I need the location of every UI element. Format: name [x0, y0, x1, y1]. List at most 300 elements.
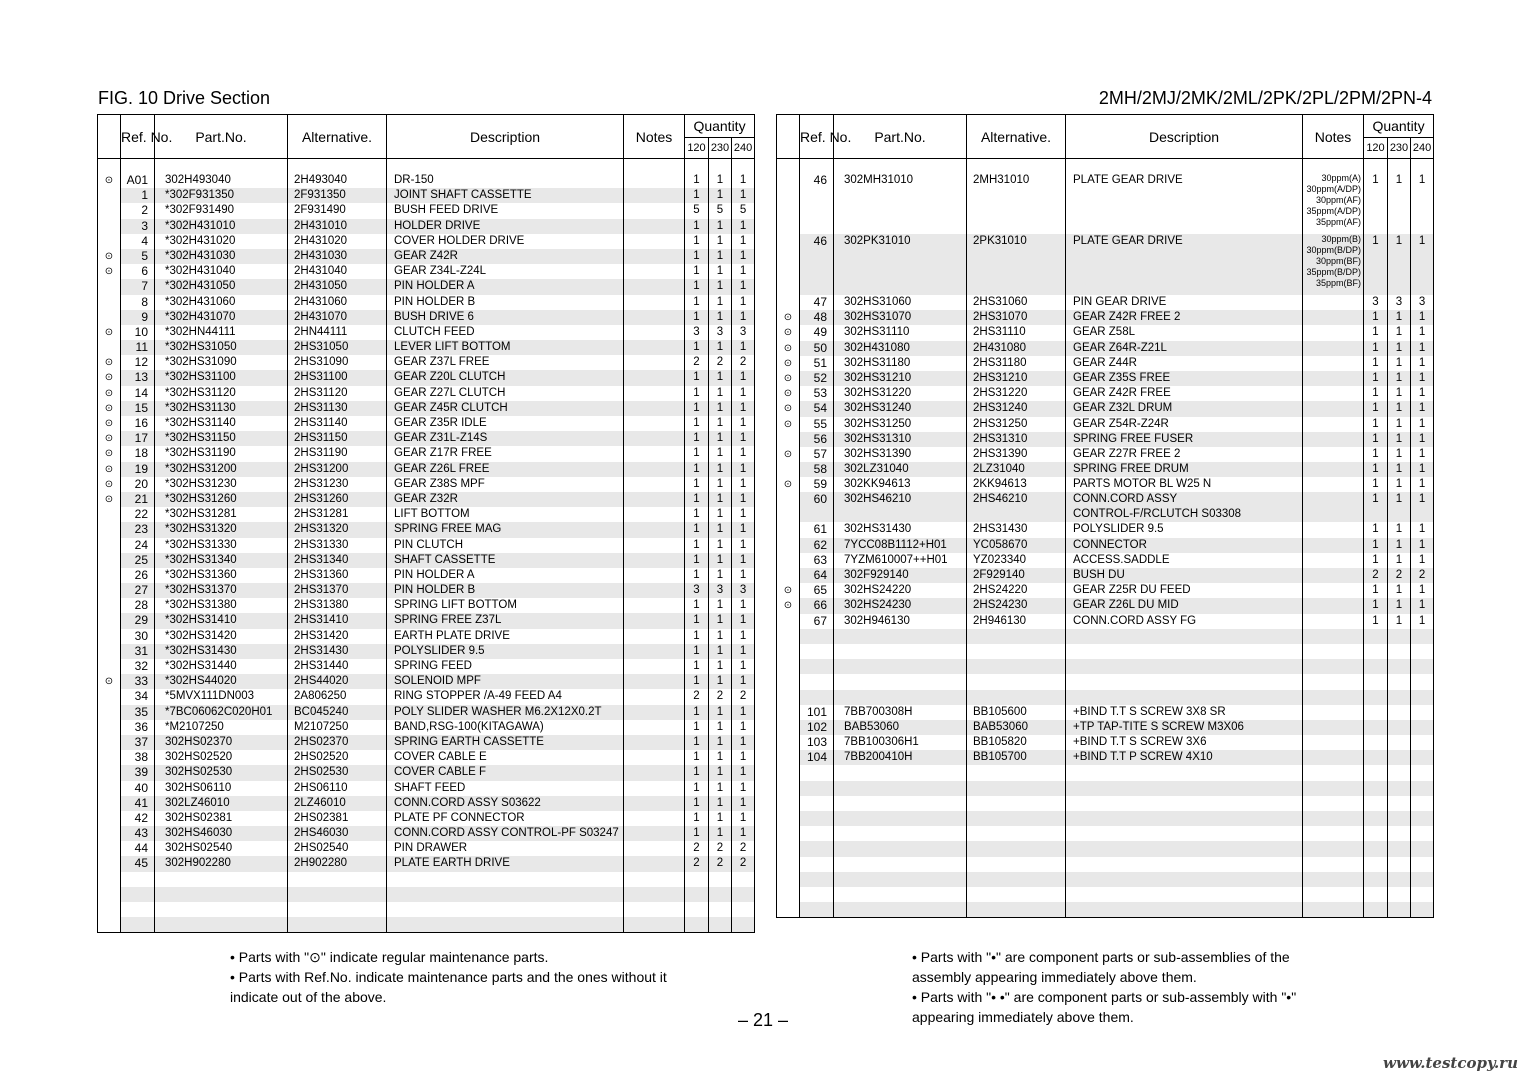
maintenance-icon: ⊙ — [783, 479, 793, 491]
alternative-cell: 2H431030 — [288, 249, 387, 264]
quantity-cell: 1 — [709, 173, 732, 188]
ref-no-cell: 30 — [121, 629, 155, 644]
ref-no-cell — [800, 644, 834, 659]
alternative-cell: 2HS31250 — [967, 417, 1066, 432]
empty-cell — [777, 857, 800, 872]
alternative-cell: M2107250 — [288, 720, 387, 735]
maintenance-icon — [98, 613, 121, 628]
spacer-cell — [98, 159, 121, 174]
quantity-cell: 1 — [732, 507, 755, 522]
part-no-cell: *302HS31281 — [155, 507, 288, 522]
ref-no-cell: 46 — [800, 234, 834, 289]
empty-cell — [1364, 811, 1388, 826]
quantity-cell: 1 — [709, 522, 732, 537]
description-cell: PIN GEAR DRIVE — [1066, 295, 1303, 310]
empty-row — [777, 841, 1434, 856]
notes-cell — [624, 553, 685, 568]
footnote-line: • Parts with Ref.No. indicate maintenance parts and the ones without it — [230, 969, 667, 985]
alternative-cell — [967, 674, 1066, 689]
description-cell: COVER HOLDER DRIVE — [387, 234, 624, 249]
notes-cell — [624, 705, 685, 720]
alternative-cell: 2A806250 — [288, 689, 387, 704]
ref-no-cell: 17 — [121, 431, 155, 446]
quantity-cell: 1 — [685, 477, 709, 492]
quantity-cell: 1 — [709, 234, 732, 249]
description-cell: GEAR Z32R — [387, 492, 624, 507]
description-cell: GEAR Z42R — [387, 249, 624, 264]
alternative-cell: 2HS31420 — [288, 629, 387, 644]
empty-row — [98, 887, 755, 902]
empty-cell — [1388, 796, 1411, 811]
alternative-cell: 2HS31140 — [288, 416, 387, 431]
empty-row — [777, 887, 1434, 902]
table-row — [777, 295, 1434, 310]
part-no-cell: 302HS46210 — [834, 492, 967, 522]
maintenance-icon — [98, 219, 121, 234]
ref-no-cell: 60 — [800, 492, 834, 522]
quantity-cell: 1 — [1411, 614, 1434, 629]
quantity-cell: 2 — [732, 856, 755, 871]
quantity-cell: 1 — [1364, 462, 1388, 477]
notes-cell — [1303, 735, 1364, 750]
empty-cell — [1388, 826, 1411, 841]
part-no-cell — [834, 644, 967, 659]
ref-no-cell: 38 — [121, 750, 155, 765]
quantity-cell: 3 — [709, 583, 732, 598]
table-row — [98, 629, 755, 644]
table-row — [777, 325, 1434, 340]
table-row — [777, 750, 1434, 765]
empty-cell — [967, 857, 1066, 872]
spacer-cell — [1303, 159, 1364, 174]
notes-cell — [624, 750, 685, 765]
footnotes-left — [230, 947, 667, 1007]
alternative-cell: 2HS31220 — [967, 386, 1066, 401]
quantity-cell: 1 — [1411, 583, 1434, 598]
notes-cell — [624, 538, 685, 553]
quantity-cell — [1364, 690, 1388, 705]
description-cell: GEAR Z58L — [1066, 325, 1303, 340]
alternative-cell: 2HS06110 — [288, 781, 387, 796]
empty-row — [777, 826, 1434, 841]
quantity-cell: 1 — [1388, 553, 1411, 568]
part-no-cell — [834, 690, 967, 705]
quantity-cell: 1 — [732, 462, 755, 477]
maintenance-icon — [98, 340, 121, 355]
table-row — [777, 341, 1434, 356]
ref-no-cell: 13 — [121, 370, 155, 385]
description-cell: SPRING FREE MAG — [387, 522, 624, 537]
quantity-cell: 1 — [1364, 492, 1388, 522]
empty-cell — [1388, 902, 1411, 918]
footnote-line: indicate out of the above. — [230, 989, 387, 1005]
notes-cell — [624, 249, 685, 264]
empty-cell — [1066, 765, 1303, 780]
empty-cell — [1411, 796, 1434, 811]
table-row — [777, 674, 1434, 689]
empty-cell — [709, 917, 732, 933]
quantity-cell: 1 — [685, 796, 709, 811]
figure-title: FIG. 10 Drive Section — [98, 88, 271, 108]
alternative-cell: YC058670 — [967, 538, 1066, 553]
alternative-cell: 2HS31390 — [967, 447, 1066, 462]
empty-cell — [834, 887, 967, 902]
description-cell: GEAR Z26L FREE — [387, 462, 624, 477]
quantity-cell: 1 — [709, 462, 732, 477]
notes-cell — [624, 811, 685, 826]
spacer-cell — [1388, 159, 1411, 174]
empty-cell — [288, 902, 387, 917]
table-row — [98, 370, 755, 385]
quantity-cell — [1411, 629, 1434, 644]
table-row — [98, 613, 755, 628]
table-row — [777, 386, 1434, 401]
quantity-cell: 1 — [709, 765, 732, 780]
empty-cell — [288, 917, 387, 933]
quantity-cell: 1 — [685, 568, 709, 583]
quantity-cell: 3 — [709, 325, 732, 340]
ref-no-cell: 34 — [121, 689, 155, 704]
notes-cell — [624, 522, 685, 537]
table-row — [98, 249, 755, 264]
part-no-cell: 302MH31010 — [834, 173, 967, 228]
quantity-cell: 1 — [1388, 401, 1411, 416]
quantity-cell: 1 — [709, 598, 732, 613]
note-line: 30ppm(AF) — [1315, 195, 1361, 205]
quantity-cell: 1 — [709, 750, 732, 765]
empty-cell — [1411, 781, 1434, 796]
ref-no-cell: 29 — [121, 613, 155, 628]
alternative-cell: 2HS31120 — [288, 386, 387, 401]
table-row — [98, 765, 755, 780]
description-line: CONN.CORD ASSY — [1073, 493, 1178, 506]
description-header: Description — [1066, 115, 1303, 159]
ref-no-cell: 42 — [121, 811, 155, 826]
table-row — [98, 659, 755, 674]
quantity-cell: 1 — [685, 750, 709, 765]
maintenance-icon — [98, 295, 121, 310]
ref-no-cell: 6 — [121, 264, 155, 279]
description-cell: PIN HOLDER B — [387, 583, 624, 598]
part-no-cell: *302HS31330 — [155, 538, 288, 553]
alternative-cell: 2HS02530 — [288, 765, 387, 780]
empty-cell — [1411, 902, 1434, 918]
quantity-cell: 1 — [685, 234, 709, 249]
description-cell: RING STOPPER /A-49 FEED A4 — [387, 689, 624, 704]
ref-no-cell: 4 — [121, 234, 155, 249]
part-no-cell: 302HS31060 — [834, 295, 967, 310]
maintenance-icon — [777, 522, 800, 537]
table-row — [777, 401, 1434, 416]
empty-cell — [777, 826, 800, 841]
part-no-cell: 302PK31010 — [834, 234, 967, 289]
quantity-cell: 1 — [732, 477, 755, 492]
part-no-cell: 7BB700308H — [834, 705, 967, 720]
empty-cell — [98, 872, 121, 887]
table-row — [777, 522, 1434, 537]
maintenance-icon — [98, 188, 121, 203]
quantity-cell: 1 — [732, 826, 755, 841]
empty-cell — [155, 917, 288, 933]
footnote-line: • Parts with "•" are component parts or sub-assemblies of the — [912, 949, 1290, 965]
quantity-cell: 1 — [1364, 341, 1388, 356]
empty-cell — [1364, 857, 1388, 872]
quantity-cell: 1 — [685, 629, 709, 644]
model-list: 2MH/2MJ/2MK/2ML/2PK/2PL/2PM/2PN-4 — [1098, 88, 1432, 108]
alternative-cell: 2H431080 — [967, 341, 1066, 356]
quantity-cell: 1 — [1388, 447, 1411, 462]
alternative-cell: 2HS31100 — [288, 370, 387, 385]
part-no-cell: 302HS31070 — [834, 310, 967, 325]
part-no-cell: 302LZ46010 — [155, 796, 288, 811]
part-no-cell: *302HS31200 — [155, 462, 288, 477]
table-row — [98, 796, 755, 811]
description-cell: PLATE EARTH DRIVE — [387, 856, 624, 871]
empty-row — [98, 902, 755, 917]
table-row — [98, 264, 755, 279]
quantity-cell — [1411, 720, 1434, 735]
quantity-cell: 1 — [709, 264, 732, 279]
part-no-cell: *302H431020 — [155, 234, 288, 249]
notes-cell — [1303, 522, 1364, 537]
description-cell: SPRING FREE Z37L — [387, 613, 624, 628]
table-row — [777, 462, 1434, 477]
description-cell: BUSH DU — [1066, 568, 1303, 583]
quantity-cell: 2 — [709, 689, 732, 704]
maintenance-icon: ⊙ — [777, 598, 800, 613]
quantity-cell: 3 — [685, 583, 709, 598]
quantity-cell — [1388, 644, 1411, 659]
footnotes-right — [912, 947, 1296, 1027]
description-header: Description — [387, 115, 624, 159]
empty-cell — [1066, 811, 1303, 826]
quantity-cell: 1 — [1364, 538, 1388, 553]
ref-no-cell: 36 — [121, 720, 155, 735]
table-row — [98, 325, 755, 340]
description-cell: CONN.CORD ASSY FG — [1066, 614, 1303, 629]
quantity-cell: 1 — [732, 416, 755, 431]
notes-cell — [624, 598, 685, 613]
quantity-cell — [1411, 750, 1434, 765]
empty-cell — [800, 781, 834, 796]
quantity-cell: 1 — [1364, 447, 1388, 462]
ref-header: Ref. No. — [800, 115, 834, 159]
quantity-cell: 2 — [685, 841, 709, 856]
alternative-cell: 2HS02370 — [288, 735, 387, 750]
quantity-cell: 1 — [709, 781, 732, 796]
part-no-cell: *302HS31100 — [155, 370, 288, 385]
empty-cell — [834, 857, 967, 872]
empty-cell — [1066, 857, 1303, 872]
empty-cell — [1411, 765, 1434, 780]
notes-cell — [624, 462, 685, 477]
part-no-cell: 302HS31390 — [834, 447, 967, 462]
part-no-cell: 7BB200410H — [834, 750, 967, 765]
alternative-cell: 2PK31010 — [967, 234, 1066, 289]
part-no-cell: 302KK94613 — [834, 477, 967, 492]
maintenance-icon: ⊙ — [104, 387, 114, 399]
part-no-cell: 302HS31110 — [834, 325, 967, 340]
table-row — [777, 659, 1434, 674]
quantity-cell: 1 — [1388, 386, 1411, 401]
maintenance-icon — [777, 644, 800, 659]
ref-no-cell: 44 — [121, 841, 155, 856]
notes-cell — [624, 219, 685, 234]
description-cell: +BIND T.T S SCREW 3X6 — [1066, 735, 1303, 750]
quantity-cell: 1 — [1411, 341, 1434, 356]
quantity-cell: 1 — [732, 173, 755, 188]
maintenance-icon — [98, 856, 121, 871]
quantity-cell: 1 — [709, 720, 732, 735]
notes-cell — [624, 720, 685, 735]
part-no-cell: 302F929140 — [834, 568, 967, 583]
ref-no-cell: A01 — [121, 173, 155, 188]
alternative-cell: 2H431060 — [288, 295, 387, 310]
description-cell: SHAFT FEED — [387, 781, 624, 796]
part-no-cell: *302F931490 — [155, 203, 288, 218]
description-cell: HOLDER DRIVE — [387, 219, 624, 234]
empty-cell — [288, 872, 387, 887]
quantity-cell: 1 — [1388, 417, 1411, 432]
quantity-cell: 1 — [1411, 522, 1434, 537]
quantity-cell: 1 — [732, 401, 755, 416]
description-cell: GEAR Z20L CLUTCH — [387, 370, 624, 385]
quantity-cell: 1 — [732, 264, 755, 279]
table-row — [777, 614, 1434, 629]
notes-cell — [624, 856, 685, 871]
quantity-cell: 1 — [732, 765, 755, 780]
ref-no-cell: 59 — [800, 477, 834, 492]
maintenance-icon — [98, 583, 121, 598]
description-cell: SHAFT CASSETTE — [387, 553, 624, 568]
notes-header: Notes — [1303, 115, 1364, 159]
alternative-cell: 2HS31360 — [288, 568, 387, 583]
part-no-header: Part.No. — [155, 115, 288, 159]
quantity-cell: 1 — [1388, 432, 1411, 447]
notes-cell — [624, 841, 685, 856]
ref-no-cell: 41 — [121, 796, 155, 811]
spacer-cell — [1411, 159, 1434, 174]
description-cell: SPRING EARTH CASSETTE — [387, 735, 624, 750]
maintenance-icon: ⊙ — [104, 357, 114, 369]
notes-cell — [1303, 234, 1364, 289]
alternative-cell — [967, 629, 1066, 644]
quantity-cell: 1 — [732, 249, 755, 264]
quantity-cell: 1 — [732, 613, 755, 628]
empty-cell — [834, 841, 967, 856]
parts-table-right-body — [777, 159, 1434, 918]
quantity-cell: 1 — [685, 705, 709, 720]
maintenance-icon — [98, 310, 121, 325]
notes-cell — [1303, 325, 1364, 340]
part-no-cell: 302HS31220 — [834, 386, 967, 401]
description-cell: ACCESS.SADDLE — [1066, 553, 1303, 568]
quantity-cell: 1 — [709, 796, 732, 811]
alternative-cell: YZ023340 — [967, 553, 1066, 568]
notes-cell — [624, 203, 685, 218]
quantity-cell: 1 — [1364, 477, 1388, 492]
quantity-cell: 1 — [732, 446, 755, 461]
empty-cell — [967, 826, 1066, 841]
notes-cell — [1303, 386, 1364, 401]
empty-cell — [1303, 781, 1364, 796]
part-no-cell: *302HS31430 — [155, 644, 288, 659]
empty-cell — [387, 902, 624, 917]
quantity-cell: 1 — [732, 674, 755, 689]
empty-cell — [800, 872, 834, 887]
quantity-cell: 1 — [685, 446, 709, 461]
ref-no-cell: 50 — [800, 341, 834, 356]
table-row — [98, 431, 755, 446]
quantity-cell: 1 — [709, 386, 732, 401]
quantity-cell — [1411, 735, 1434, 750]
alternative-cell: 2HS31150 — [288, 431, 387, 446]
spacer-cell — [834, 159, 967, 174]
quantity-cell: 1 — [685, 173, 709, 188]
quantity-cell: 1 — [709, 370, 732, 385]
quantity-cell — [1364, 659, 1388, 674]
quantity-cell: 1 — [685, 538, 709, 553]
notes-cell — [1303, 705, 1364, 720]
empty-cell — [1411, 887, 1434, 902]
part-no-cell: *302H431050 — [155, 279, 288, 294]
quantity-cell: 2 — [685, 689, 709, 704]
table-row — [98, 462, 755, 477]
quantity-cell: 1 — [732, 219, 755, 234]
spacer-cell — [624, 159, 685, 174]
quantity-cell: 1 — [709, 401, 732, 416]
notes-cell — [624, 416, 685, 431]
alternative-cell: 2HS31340 — [288, 553, 387, 568]
description-cell: LIFT BOTTOM — [387, 507, 624, 522]
empty-cell — [1303, 826, 1364, 841]
description-cell: SPRING FEED — [387, 659, 624, 674]
description-cell: CLUTCH FEED — [387, 325, 624, 340]
quantity-cell: 1 — [685, 431, 709, 446]
table-row — [98, 735, 755, 750]
alternative-cell: 2HS31230 — [288, 477, 387, 492]
empty-cell — [967, 796, 1066, 811]
notes-cell — [624, 386, 685, 401]
alternative-cell: BC045240 — [288, 705, 387, 720]
notes-cell — [1303, 447, 1364, 462]
quantity-cell: 1 — [685, 310, 709, 325]
notes-cell — [624, 173, 685, 188]
maintenance-icon — [777, 234, 800, 289]
quantity-cell: 1 — [732, 310, 755, 325]
ref-no-cell: 33 — [121, 674, 155, 689]
maintenance-icon — [98, 781, 121, 796]
quantity-cell: 1 — [709, 295, 732, 310]
quantity-cell: 1 — [732, 295, 755, 310]
footnote-line: assembly appearing immediately above them. — [912, 969, 1197, 985]
notes-cell — [1303, 310, 1364, 325]
description-cell: PLATE PF CONNECTOR — [387, 811, 624, 826]
quantity-cell: 1 — [1364, 371, 1388, 386]
empty-cell — [387, 917, 624, 933]
ref-no-cell: 8 — [121, 295, 155, 310]
ref-no-cell: 21 — [121, 492, 155, 507]
ref-no-cell: 45 — [121, 856, 155, 871]
quantity-cell: 1 — [685, 659, 709, 674]
part-no-cell: 7BB100306H1 — [834, 735, 967, 750]
part-no-cell: *302HS31380 — [155, 598, 288, 613]
empty-cell — [155, 902, 288, 917]
quantity-cell: 1 — [709, 431, 732, 446]
quantity-cell: 1 — [1388, 341, 1411, 356]
part-no-cell: 302H902280 — [155, 856, 288, 871]
empty-cell — [834, 765, 967, 780]
